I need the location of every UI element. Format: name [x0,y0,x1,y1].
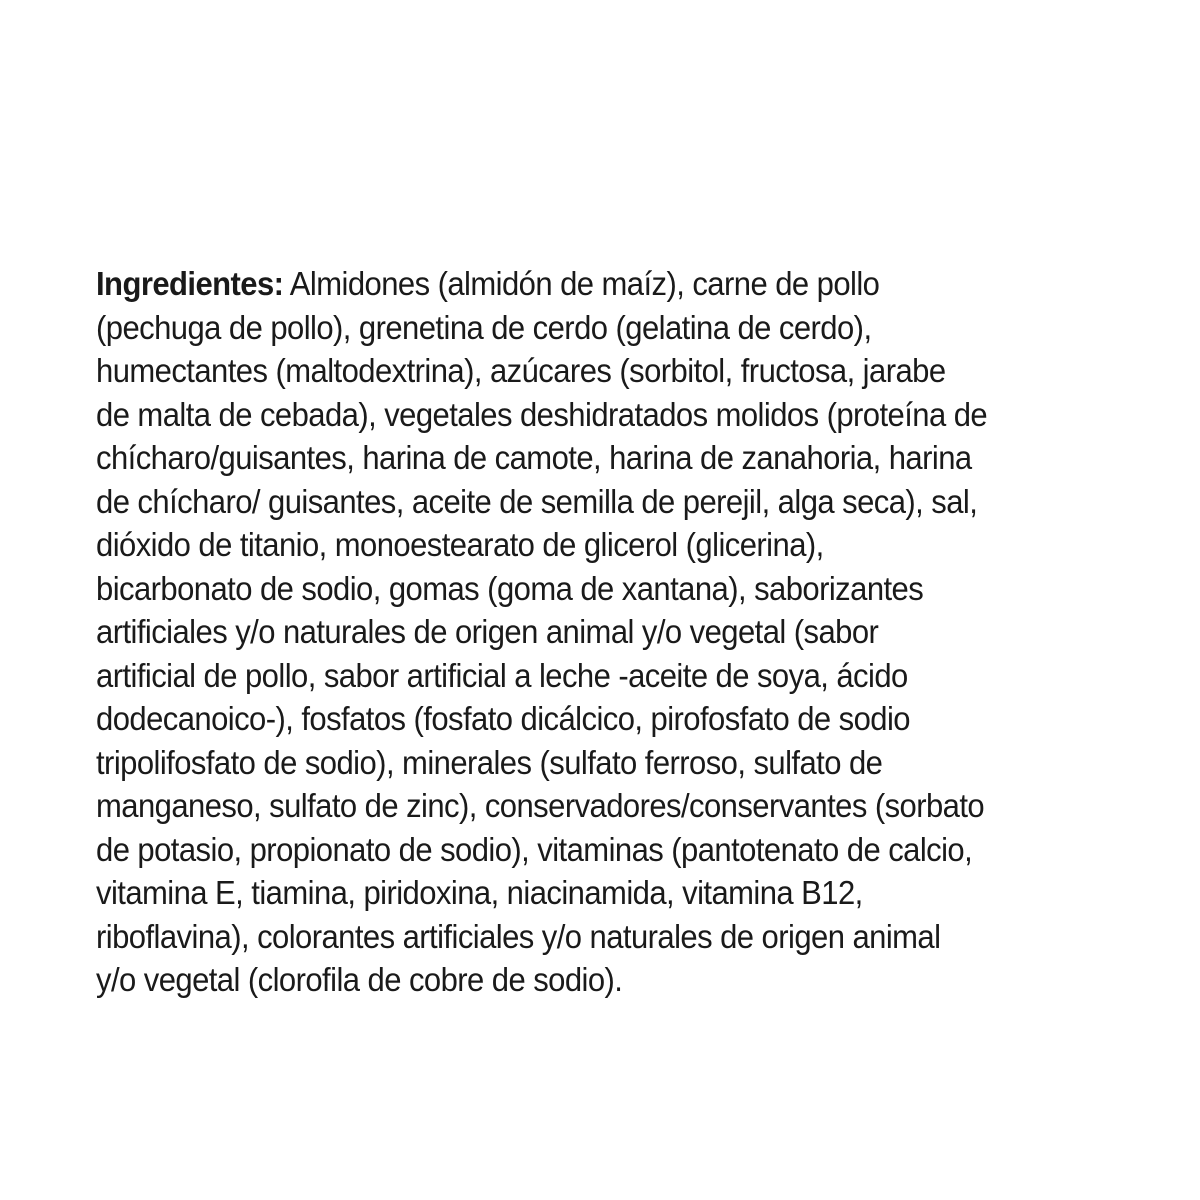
ingredients-text-line: bicarbonato de sodio, gomas (goma de xantana), saborizantes [96,569,924,607]
ingredients-text-line: tripolifosfato de sodio), minerales (sulfato ferroso, sulfato de [96,743,883,781]
ingredients-text-line: dodecanoico-), fosfatos (fosfato dicálcico, pirofosfato de sodio [96,700,910,737]
ingredients-text-line: vitamina E, tiamina, piridoxina, niacinamida, vitamina B12, [96,874,863,911]
ingredients-text-line: de chícharo/ guisantes, aceite de semilla de perejil, alga seca), sal, [96,482,978,520]
ingredients-text-line: (pechuga de pollo), grenetina de cerdo (gelatina de cerdo), [96,308,872,346]
ingredients-text-line: artificiales y/o naturales de origen animal y/o vegetal (sabor [96,613,879,650]
ingredients-text-line: riboflavina), colorantes artificiales y/o naturales de origen animal [96,917,941,955]
ingredients-text-line: y/o vegetal (clorofila de cobre de sodio). [96,961,623,998]
ingredients-panel [96,262,1055,1002]
ingredients-text-line: de potasio, propionato de sodio), vitaminas (pantotenato de calcio, [96,830,973,868]
ingredients-text-line: chícharo/guisantes, harina de camote, harina de zanahoria, harina [96,439,972,476]
ingredients-text-line: dióxido de titanio, monoestearato de glicerol (glicerina), [96,526,824,563]
ingredients-text-line: artificial de pollo, sabor artificial a leche -aceite de soya, ácido [96,656,908,694]
ingredients-text-line: de malta de cebada), vegetales deshidratados molidos (proteína de [96,395,988,433]
ingredients-line-1 [96,262,1055,306]
ingredients-text-line: manganeso, sulfato de zinc), conservadores/conservantes (sorbato [96,787,985,824]
ingredients-heading: Ingredientes: [96,265,284,302]
ingredients-text-line: Almidones (almidón de maíz), carne de pollo [283,265,880,302]
ingredients-text-line: humectantes (maltodextrina), azúcares (sorbitol, fructosa, jarabe [96,352,946,389]
